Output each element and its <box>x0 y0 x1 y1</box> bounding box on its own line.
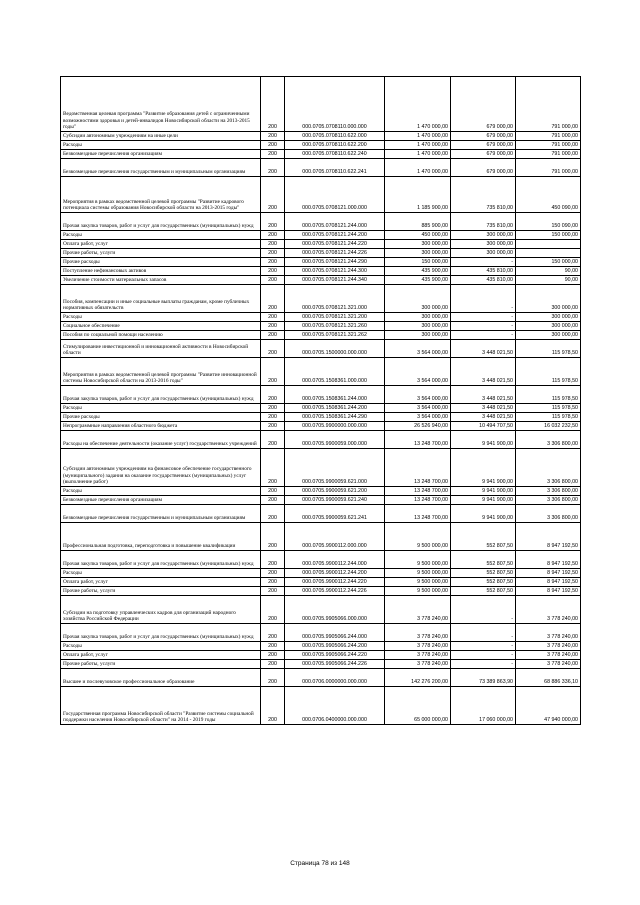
table-cell-rz: 200 <box>261 587 285 596</box>
table-cell-code: 000.0705.9900112.000.000 <box>285 523 385 551</box>
table-cell-rz: 200 <box>261 132 285 141</box>
table-cell-assigned: 65 000 000,00 <box>385 687 451 725</box>
table-row <box>61 132 581 141</box>
table-row <box>61 150 581 159</box>
table-cell-remainder: 791 000,00 <box>516 159 581 177</box>
table-cell-remainder: 115 978,50 <box>516 340 581 358</box>
table-cell-remainder: 3 778 240,00 <box>516 596 581 624</box>
table-cell-name: Прочая закупка товаров, работ и услуг для государственных (муниципальных) нужд <box>61 551 261 569</box>
table-cell-assigned: 300 000,00 <box>385 322 451 331</box>
table-cell-executed: - <box>451 642 516 651</box>
table-cell-rz: 200 <box>261 267 285 276</box>
table-cell-remainder: 300 000,00 <box>516 313 581 322</box>
table-cell-name: Прочие работы, услуги <box>61 660 261 669</box>
table-cell-assigned: 3 564 000,00 <box>385 358 451 386</box>
table-cell-executed: - <box>451 331 516 340</box>
table-cell-name: Прочие работы, услуги <box>61 249 261 258</box>
table-row <box>61 404 581 413</box>
table-cell-name: Пособия по социальной помощи населению <box>61 331 261 340</box>
table-cell-name: Расходы <box>61 569 261 578</box>
table-cell-assigned: 13 248 700,00 <box>385 431 451 449</box>
table-cell-assigned: 3 778 240,00 <box>385 624 451 642</box>
table-row <box>61 77 581 132</box>
table-row <box>61 340 581 358</box>
table-row <box>61 331 581 340</box>
table-cell-remainder: 3 778 240,00 <box>516 624 581 642</box>
table-cell-rz: 200 <box>261 422 285 431</box>
table-cell-executed: 9 941 900,00 <box>451 496 516 505</box>
table-cell-name: Безвозмездные перечисления организациям <box>61 150 261 159</box>
table-cell-rz: 200 <box>261 687 285 725</box>
table-cell-code: 000.0705.0708121.244.220 <box>285 240 385 249</box>
table-cell-remainder: 150 000,00 <box>516 258 581 267</box>
table-cell-rz: 200 <box>261 449 285 487</box>
table-cell-name: Безвозмездные перечисления государственным и муниципальным организациям <box>61 505 261 523</box>
table-cell-remainder: 90,00 <box>516 267 581 276</box>
table-cell-rz: 200 <box>261 386 285 404</box>
table-cell-assigned: 9 500 000,00 <box>385 587 451 596</box>
table-cell-remainder: 8 947 192,50 <box>516 587 581 596</box>
table-cell-assigned: 3 778 240,00 <box>385 660 451 669</box>
table-cell-name: Расходы <box>61 313 261 322</box>
table-cell-rz: 200 <box>261 624 285 642</box>
table-cell-executed: 3 448 021,50 <box>451 386 516 404</box>
table-cell-code: 000.0705.1508361.000.000 <box>285 358 385 386</box>
budget-table-body <box>61 77 581 725</box>
table-row <box>61 358 581 386</box>
table-cell-code: 000.0705.9900059.621.200 <box>285 487 385 496</box>
table-cell-assigned: 3 778 240,00 <box>385 596 451 624</box>
table-row <box>61 413 581 422</box>
table-cell-executed: - <box>451 313 516 322</box>
table-cell-name: Расходы <box>61 404 261 413</box>
table-cell-remainder: 8 947 192,50 <box>516 523 581 551</box>
table-cell-executed: 9 941 900,00 <box>451 505 516 523</box>
table-cell-assigned: 13 248 700,00 <box>385 449 451 487</box>
table-cell-assigned: 13 248 700,00 <box>385 505 451 523</box>
table-cell-rz: 200 <box>261 431 285 449</box>
table-cell-assigned: 142 276 200,00 <box>385 669 451 687</box>
table-cell-code: 000.0706.0000000.000.000 <box>285 669 385 687</box>
table-cell-code: 000.0705.0708121.244.000 <box>285 213 385 231</box>
table-cell-code: 000.0705.0708110.622.240 <box>285 150 385 159</box>
table-row <box>61 431 581 449</box>
table-cell-rz: 200 <box>261 150 285 159</box>
table-row <box>61 523 581 551</box>
table-cell-remainder: 16 032 232,50 <box>516 422 581 431</box>
table-cell-name: Мероприятия в рамках ведомственной целевой программы "Развитие кадрового потенциала системы образования Новосибирской области на 2013-2015 годы" <box>61 177 261 213</box>
table-row <box>61 496 581 505</box>
table-cell-name: Безвозмездные перечисления организациям <box>61 496 261 505</box>
table-cell-code: 000.0705.9905066.000.000 <box>285 596 385 624</box>
table-cell-name: Прочая закупка товаров, работ и услуг для государственных (муниципальных) нужд <box>61 386 261 404</box>
table-cell-rz: 200 <box>261 496 285 505</box>
table-row <box>61 249 581 258</box>
table-cell-code: 000.0705.0708110.622.200 <box>285 141 385 150</box>
table-cell-assigned: 3 564 000,00 <box>385 386 451 404</box>
table-cell-executed: 735 810,00 <box>451 177 516 213</box>
table-cell-name: Стимулирование инвестиционной и инновационной активности в Новосибирской области <box>61 340 261 358</box>
table-cell-rz: 200 <box>261 331 285 340</box>
table-cell-name: Мероприятия в рамках ведомственной целевой программы "Развитие инновационной системы Новосибирской области на 2013-2016 годы" <box>61 358 261 386</box>
table-cell-name: Прочая закупка товаров, работ и услуг для государственных (муниципальных) нужд <box>61 624 261 642</box>
table-cell-remainder: 115 978,50 <box>516 413 581 422</box>
table-cell-name: Субсидии автономным учреждениям на финансовое обеспечение государственного (муниципального) задания на оказание государственных (муниципальных) услуг (выполнение работ) <box>61 449 261 487</box>
table-cell-code: 000.0705.9905066.244.000 <box>285 624 385 642</box>
table-cell-remainder: 791 000,00 <box>516 132 581 141</box>
table-row <box>61 449 581 487</box>
table-cell-executed: 9 941 900,00 <box>451 431 516 449</box>
table-cell-remainder: 90,00 <box>516 276 581 285</box>
table-cell-executed: 10 494 707,50 <box>451 422 516 431</box>
table-cell-remainder: 115 978,50 <box>516 404 581 413</box>
table-cell-assigned: 1 185 900,00 <box>385 177 451 213</box>
table-cell-assigned: 9 500 000,00 <box>385 578 451 587</box>
table-cell-name: Расходы <box>61 487 261 496</box>
table-cell-rz: 200 <box>261 285 285 313</box>
table-row <box>61 651 581 660</box>
table-cell-rz: 200 <box>261 651 285 660</box>
table-cell-assigned: 3 564 000,00 <box>385 340 451 358</box>
table-cell-remainder: 791 000,00 <box>516 77 581 132</box>
table-row <box>61 285 581 313</box>
table-cell-name: Непрограммные направления областного бюджета <box>61 422 261 431</box>
table-cell-assigned: 150 000,00 <box>385 258 451 267</box>
table-cell-code: 000.0705.9900059.000.000 <box>285 431 385 449</box>
table-cell-code: 000.0705.0708121.321.260 <box>285 322 385 331</box>
table-cell-name: Государственная программа Новосибирской области "Развитие системы социальной поддержки населения Новосибирской области" на 2014 - 2019 годы <box>61 687 261 725</box>
table-cell-executed: - <box>451 285 516 313</box>
table-row <box>61 569 581 578</box>
table-cell-executed: 3 448 021,50 <box>451 340 516 358</box>
table-cell-remainder: 3 306 800,00 <box>516 496 581 505</box>
table-cell-remainder: 300 000,00 <box>516 322 581 331</box>
table-cell-assigned: 3 564 000,00 <box>385 413 451 422</box>
table-cell-assigned: 3 564 000,00 <box>385 404 451 413</box>
table-row <box>61 386 581 404</box>
table-cell-code: 000.0705.9900059.621.000 <box>285 449 385 487</box>
table-cell-rz: 200 <box>261 642 285 651</box>
table-cell-assigned: 435 900,00 <box>385 276 451 285</box>
table-cell-rz: 200 <box>261 313 285 322</box>
table-cell-remainder: 3 306 800,00 <box>516 505 581 523</box>
table-cell-assigned: 1 470 000,00 <box>385 132 451 141</box>
table-cell-code: 000.0705.0708121.244.200 <box>285 231 385 240</box>
table-cell-rz: 200 <box>261 258 285 267</box>
table-cell-code: 000.0705.0708121.244.290 <box>285 258 385 267</box>
table-cell-assigned: 9 500 000,00 <box>385 569 451 578</box>
table-cell-remainder: 791 000,00 <box>516 141 581 150</box>
table-cell-remainder: 3 778 240,00 <box>516 660 581 669</box>
table-row <box>61 487 581 496</box>
table-cell-code: 000.0705.9900000.000.000 <box>285 422 385 431</box>
table-cell-executed: - <box>451 258 516 267</box>
table-cell-executed: - <box>451 624 516 642</box>
table-cell-executed: 735 810,00 <box>451 213 516 231</box>
table-row <box>61 587 581 596</box>
table-cell-assigned: 885 900,00 <box>385 213 451 231</box>
table-cell-rz: 200 <box>261 177 285 213</box>
table-cell-code: 000.0705.9905066.244.226 <box>285 660 385 669</box>
table-cell-executed: 552 807,50 <box>451 551 516 569</box>
table-cell-name: Ведомственная целевая программа "Развитие образования детей с ограниченными возможностями здоровья и детей-инвалидов Новосибирской области на 2013-2015 годы" <box>61 77 261 132</box>
table-cell-executed: 73 389 863,90 <box>451 669 516 687</box>
table-cell-rz: 200 <box>261 596 285 624</box>
table-cell-executed: 552 807,50 <box>451 523 516 551</box>
table-cell-rz: 200 <box>261 669 285 687</box>
table-cell-rz: 200 <box>261 578 285 587</box>
table-cell-assigned: 435 900,00 <box>385 267 451 276</box>
table-cell-executed: - <box>451 651 516 660</box>
table-cell-name: Прочие расходы <box>61 413 261 422</box>
table-cell-rz: 200 <box>261 523 285 551</box>
table-cell-code: 000.0705.0708110.000.000 <box>285 77 385 132</box>
table-cell-executed: 300 000,00 <box>451 249 516 258</box>
table-cell-name: Высшее и послевузовское профессиональное образование <box>61 669 261 687</box>
table-row <box>61 240 581 249</box>
table-cell-code: 000.0705.9905066.244.200 <box>285 642 385 651</box>
table-cell-executed: 300 000,00 <box>451 231 516 240</box>
table-cell-executed: 3 448 021,50 <box>451 413 516 422</box>
table-cell-assigned: 13 248 700,00 <box>385 487 451 496</box>
table-cell-executed: 552 807,50 <box>451 578 516 587</box>
table-cell-executed: 679 000,00 <box>451 77 516 132</box>
table-cell-remainder: 8 947 192,50 <box>516 578 581 587</box>
table-cell-remainder: 791 000,00 <box>516 150 581 159</box>
table-cell-name: Оплата работ, услуг <box>61 578 261 587</box>
table-cell-code: 000.0705.0708121.321.262 <box>285 331 385 340</box>
table-cell-rz: 200 <box>261 141 285 150</box>
table-cell-name: Социальное обеспечение <box>61 322 261 331</box>
table-cell-remainder: 68 886 336,10 <box>516 669 581 687</box>
table-cell-rz: 200 <box>261 77 285 132</box>
table-row <box>61 596 581 624</box>
table-cell-executed: - <box>451 660 516 669</box>
table-row <box>61 624 581 642</box>
table-row <box>61 231 581 240</box>
table-cell-rz: 200 <box>261 340 285 358</box>
table-cell-name: Расходы <box>61 231 261 240</box>
table-cell-code: 000.0705.0708110.622.241 <box>285 159 385 177</box>
table-cell-remainder: 3 306 800,00 <box>516 449 581 487</box>
table-cell-assigned: 26 526 940,00 <box>385 422 451 431</box>
table-cell-assigned: 9 500 000,00 <box>385 551 451 569</box>
table-row <box>61 276 581 285</box>
table-cell-remainder: 8 947 192,50 <box>516 551 581 569</box>
table-cell-executed: 3 448 021,50 <box>451 358 516 386</box>
table-row <box>61 687 581 725</box>
table-cell-name: Прочая закупка товаров, работ и услуг для государственных (муниципальных) нужд <box>61 213 261 231</box>
table-row <box>61 642 581 651</box>
table-cell-name: Профессиональная подготовка, переподготовка и повышение квалификации <box>61 523 261 551</box>
table-cell-rz: 200 <box>261 249 285 258</box>
table-row <box>61 551 581 569</box>
budget-table <box>60 76 581 725</box>
table-cell-code: 000.0705.9900112.244.200 <box>285 569 385 578</box>
table-cell-remainder: 150 090,00 <box>516 213 581 231</box>
table-cell-executed: 9 941 900,00 <box>451 487 516 496</box>
table-cell-name: Пособия, компенсации и иные социальные выплаты гражданам, кроме публичных нормативных обязательств <box>61 285 261 313</box>
table-cell-executed: 679 000,00 <box>451 150 516 159</box>
table-cell-assigned: 300 000,00 <box>385 240 451 249</box>
table-cell-executed: 679 000,00 <box>451 159 516 177</box>
table-cell-remainder: 150 000,00 <box>516 231 581 240</box>
table-cell-code: 000.0705.0708121.321.000 <box>285 285 385 313</box>
table-cell-name: Расходы <box>61 141 261 150</box>
table-cell-code: 000.0705.0708121.321.200 <box>285 313 385 322</box>
table-cell-code: 000.0705.9905066.244.220 <box>285 651 385 660</box>
table-cell-code: 000.0705.9900112.244.226 <box>285 587 385 596</box>
table-cell-executed: - <box>451 322 516 331</box>
table-cell-remainder: 115 978,50 <box>516 358 581 386</box>
table-cell-remainder: 450 090,00 <box>516 177 581 213</box>
table-cell-code: 000.0705.1500000.000.000 <box>285 340 385 358</box>
table-cell-rz: 200 <box>261 322 285 331</box>
table-cell-rz: 200 <box>261 231 285 240</box>
table-cell-assigned: 1 470 000,00 <box>385 159 451 177</box>
table-cell-assigned: 1 470 000,00 <box>385 77 451 132</box>
table-cell-code: 000.0705.9900112.244.000 <box>285 551 385 569</box>
table-cell-code: 000.0705.9900059.621.240 <box>285 496 385 505</box>
table-cell-executed: 435 810,00 <box>451 267 516 276</box>
table-cell-remainder: 3 778 240,00 <box>516 651 581 660</box>
table-cell-assigned: 9 500 000,00 <box>385 523 451 551</box>
table-cell-assigned: 300 000,00 <box>385 313 451 322</box>
table-cell-rz: 200 <box>261 159 285 177</box>
table-row <box>61 258 581 267</box>
table-cell-rz: 200 <box>261 404 285 413</box>
table-row <box>61 177 581 213</box>
table-cell-name: Оплата работ, услуг <box>61 651 261 660</box>
table-row <box>61 578 581 587</box>
table-cell-code: 000.0705.0708121.244.340 <box>285 276 385 285</box>
table-row <box>61 669 581 687</box>
table-cell-executed: 300 000,00 <box>451 240 516 249</box>
table-cell-remainder: 115 978,50 <box>516 386 581 404</box>
table-cell-rz: 200 <box>261 358 285 386</box>
table-cell-remainder: 3 306 800,00 <box>516 431 581 449</box>
table-cell-rz: 200 <box>261 551 285 569</box>
table-cell-executed: 3 448 021,50 <box>451 404 516 413</box>
table-row <box>61 141 581 150</box>
table-row <box>61 660 581 669</box>
table-cell-name: Расходы на обеспечение деятельности (оказание услуг) государственных учреждений <box>61 431 261 449</box>
table-cell-executed: 17 060 000,00 <box>451 687 516 725</box>
table-cell-name: Субсидии автономным учреждениям на иные цели <box>61 132 261 141</box>
table-cell-assigned: 300 000,00 <box>385 285 451 313</box>
table-cell-executed: 552 807,50 <box>451 569 516 578</box>
table-cell-name: Поступление нефинансовых активов <box>61 267 261 276</box>
table-cell-rz: 200 <box>261 240 285 249</box>
table-cell-remainder <box>516 240 581 249</box>
table-row <box>61 313 581 322</box>
table-cell-code: 000.0705.1508361.244.290 <box>285 413 385 422</box>
table-cell-rz: 200 <box>261 487 285 496</box>
table-cell-name: Расходы <box>61 642 261 651</box>
table-cell-code: 000.0705.0708110.622.000 <box>285 132 385 141</box>
table-cell-executed: 9 941 900,00 <box>451 449 516 487</box>
table-cell-executed: 435 810,00 <box>451 276 516 285</box>
table-cell-code: 000.0706.0400000.000.000 <box>285 687 385 725</box>
table-cell-assigned: 1 470 000,00 <box>385 141 451 150</box>
table-row <box>61 322 581 331</box>
table-cell-remainder: 8 947 192,50 <box>516 569 581 578</box>
page-number: Страница 78 из 148 <box>290 860 350 867</box>
table-cell-code: 000.0705.0708121.244.300 <box>285 267 385 276</box>
table-cell-name: Прочие работы, услуги <box>61 587 261 596</box>
table-cell-rz: 200 <box>261 413 285 422</box>
table-cell-assigned: 300 000,00 <box>385 249 451 258</box>
table-cell-name: Безвозмездные перечисления государственным и муниципальным организациям <box>61 159 261 177</box>
table-cell-executed: 679 000,00 <box>451 132 516 141</box>
table-cell-assigned: 300 000,00 <box>385 331 451 340</box>
table-row <box>61 159 581 177</box>
table-cell-remainder <box>516 249 581 258</box>
table-cell-name: Увеличение стоимости материальных запасов <box>61 276 261 285</box>
table-cell-rz: 200 <box>261 660 285 669</box>
table-cell-assigned: 3 778 240,00 <box>385 642 451 651</box>
table-cell-assigned: 1 470 000,00 <box>385 150 451 159</box>
table-cell-executed: 552 807,50 <box>451 587 516 596</box>
table-cell-assigned: 13 248 700,00 <box>385 496 451 505</box>
table-cell-name: Прочие расходы <box>61 258 261 267</box>
table-cell-assigned: 450 000,00 <box>385 231 451 240</box>
table-row <box>61 213 581 231</box>
table-cell-code: 000.0705.9900059.621.241 <box>285 505 385 523</box>
table-cell-rz: 200 <box>261 505 285 523</box>
table-cell-name: Субсидии на подготовку управленческих кадров для организаций народного хозяйства Российской Федерации <box>61 596 261 624</box>
table-cell-code: 000.0705.9900112.244.220 <box>285 578 385 587</box>
table-row <box>61 422 581 431</box>
table-cell-code: 000.0705.0708121.000.000 <box>285 177 385 213</box>
table-cell-remainder: 47 940 000,00 <box>516 687 581 725</box>
table-cell-rz: 200 <box>261 276 285 285</box>
table-cell-code: 000.0705.0708121.244.226 <box>285 249 385 258</box>
table-cell-code: 000.0705.1508361.244.000 <box>285 386 385 404</box>
table-cell-assigned: 3 778 240,00 <box>385 651 451 660</box>
table-row <box>61 505 581 523</box>
table-cell-executed: 679 000,00 <box>451 141 516 150</box>
table-row <box>61 267 581 276</box>
table-cell-remainder: 300 000,00 <box>516 285 581 313</box>
table-cell-rz: 200 <box>261 213 285 231</box>
table-cell-executed: - <box>451 596 516 624</box>
table-cell-name: Оплата работ, услуг <box>61 240 261 249</box>
table-cell-remainder: 3 778 240,00 <box>516 642 581 651</box>
table-cell-remainder: 300 000,00 <box>516 331 581 340</box>
table-cell-remainder: 3 306 800,00 <box>516 487 581 496</box>
table-cell-rz: 200 <box>261 569 285 578</box>
table-cell-code: 000.0705.1508361.244.200 <box>285 404 385 413</box>
